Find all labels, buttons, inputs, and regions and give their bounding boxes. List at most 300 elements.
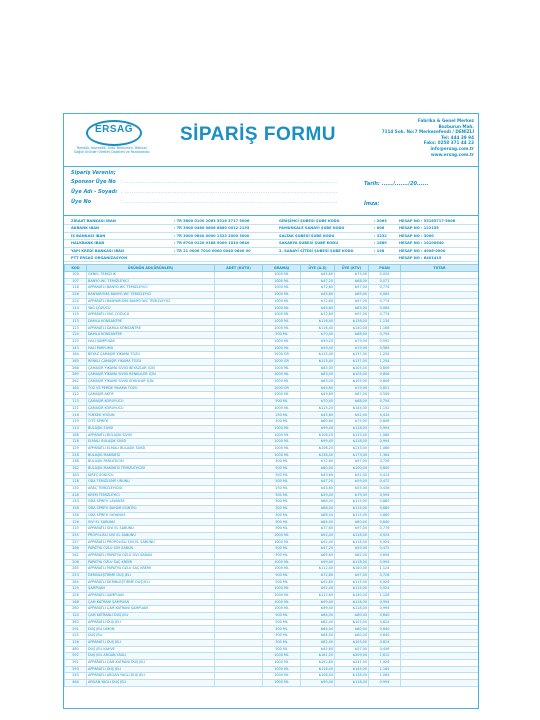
price-member: ₺161,20 (301, 653, 335, 660)
product-code: 130 (65, 486, 87, 493)
total-cell[interactable] (401, 666, 479, 673)
product-name: DAMLA KONSANTRE (87, 318, 215, 325)
quantity-cell[interactable] (215, 659, 263, 666)
quantity-cell[interactable] (215, 639, 263, 646)
sponsor-no-field[interactable] (71, 179, 371, 185)
weight-cell: 1000 ML (263, 405, 301, 412)
quantity-cell[interactable] (215, 312, 263, 319)
price-member: ₺106,20 (301, 432, 335, 439)
price-retail: ₺105,00 (335, 379, 369, 386)
price-member: ₺64,00 (301, 613, 335, 620)
points-cell: 1,254 (369, 352, 401, 359)
table-row (65, 492, 479, 499)
quantity-cell[interactable] (215, 345, 263, 352)
product-code: 257 (65, 539, 87, 546)
quantity-cell[interactable] (215, 412, 263, 419)
points-cell: 0,880 (369, 506, 401, 513)
bank-branch: GİRİŞİMCİ ŞUBESİ ŞUBE KODU (279, 219, 340, 223)
total-cell[interactable] (401, 385, 479, 392)
bank-iban: : TR 5800 0100 2063 5516 5717 5006 (174, 219, 250, 223)
total-cell[interactable] (401, 619, 479, 626)
product-name: PAPATYA ÖZLÜ SAÇ KREMİ (87, 559, 215, 566)
quantity-cell[interactable] (215, 419, 263, 426)
total-cell[interactable] (401, 338, 479, 345)
quantity-cell[interactable] (215, 372, 263, 379)
price-member: ₺82,40 (301, 639, 335, 646)
contact-line: Tel: 444 39 94 (440, 134, 474, 140)
points-cell: 0,880 (369, 499, 401, 506)
product-code: 126 (65, 639, 87, 646)
total-cell[interactable] (401, 305, 479, 312)
total-cell[interactable] (401, 633, 479, 640)
product-code: 263 (65, 619, 87, 626)
product-name: APPARATLI SIVI EL SABUNU (87, 526, 215, 533)
quantity-cell[interactable] (215, 559, 263, 566)
quantity-cell[interactable] (215, 519, 263, 526)
total-cell[interactable] (401, 532, 479, 539)
table-row (65, 666, 479, 673)
total-cell[interactable] (401, 512, 479, 519)
quantity-cell[interactable] (215, 318, 263, 325)
points-cell: 0,656 (369, 552, 401, 559)
price-retail: ₺118,00 (335, 532, 369, 539)
bank-branch: SALTAK ŞUBESİ ŞUBE KODU (279, 233, 335, 238)
price-retail: ₺241,00 (335, 659, 369, 666)
product-name: PAPATYA ÖZLÜ SIVI SABUN (87, 546, 215, 553)
product-code: 118 (65, 285, 87, 292)
total-cell[interactable] (401, 405, 479, 412)
company-logo (72, 120, 152, 164)
total-cell[interactable] (401, 459, 479, 466)
price-member: ₺45,60 (301, 646, 335, 653)
member-no-field[interactable] (71, 199, 371, 205)
weight-cell: 1000 ML (263, 372, 301, 379)
points-cell: 0,594 (369, 492, 401, 499)
total-cell[interactable] (401, 599, 479, 606)
total-cell[interactable] (401, 586, 479, 593)
table-row (65, 479, 479, 486)
price-retail: ₺88,00 (335, 399, 369, 406)
points-cell: 0,071 (369, 278, 401, 285)
quantity-cell[interactable] (215, 586, 263, 593)
weight-cell: 1000 GR (263, 352, 301, 359)
bank-bank: AKBANK IBAN (71, 226, 99, 231)
price-retail: ₺118,00 (335, 539, 369, 546)
quantity-cell[interactable] (215, 358, 263, 365)
quantity-cell[interactable] (215, 572, 263, 579)
quantity-cell[interactable] (215, 633, 263, 640)
total-cell[interactable] (401, 519, 479, 526)
price-member: ₺192,80 (301, 659, 335, 666)
quantity-cell[interactable] (215, 486, 263, 493)
total-cell[interactable] (401, 579, 479, 586)
quantity-cell[interactable] (215, 425, 263, 432)
points-cell: 0,640 (369, 613, 401, 620)
product-name: APPARATLI ARGAN YAĞLI DUŞ JELİ (87, 673, 215, 680)
product-code: 206 (65, 559, 87, 566)
quantity-cell[interactable] (215, 272, 263, 279)
contact-line: Bozburun Mah. (438, 123, 474, 129)
member-name-field[interactable] (71, 189, 371, 195)
points-cell: 1,134 (369, 318, 401, 325)
quantity-cell[interactable] (215, 405, 263, 412)
price-member: ₺45,60 (301, 292, 335, 299)
bank-row (64, 218, 478, 225)
weight-cell: 500 ML (263, 526, 301, 533)
total-cell[interactable] (401, 653, 479, 660)
price-member: ₺115,40 (301, 352, 335, 359)
price-member: ₺99,40 (301, 599, 335, 606)
sponsor-no-label: Sponsor Üye No (71, 179, 116, 185)
table-row (65, 599, 479, 606)
quantity-cell[interactable] (215, 392, 263, 399)
price-retail: ₺80,00 (335, 519, 369, 526)
contact-line: www.ersag.com.tr (430, 151, 474, 157)
total-cell[interactable] (401, 566, 479, 573)
quantity-cell[interactable] (215, 338, 263, 345)
total-cell[interactable] (401, 278, 479, 285)
table-header-row (65, 265, 479, 272)
bank-row (64, 248, 478, 255)
table-row (65, 325, 479, 332)
points-cell: 0,651 (369, 385, 401, 392)
total-cell[interactable] (401, 479, 479, 486)
price-retail: ₺118,00 (335, 559, 369, 566)
total-cell[interactable] (401, 639, 479, 646)
product-name: TOZ VE PERDE YIKAMA TOZU (87, 385, 215, 392)
member-no-line: : ....................................................................................................................... (121, 199, 338, 205)
quantity-cell[interactable] (215, 332, 263, 339)
table-row (65, 419, 479, 426)
weight-cell: 1000 ML (263, 425, 301, 432)
total-cell[interactable] (401, 358, 479, 365)
table-row (65, 613, 479, 620)
bank-iban: : TR 3000 0640 0000 1323 2000 3000 (174, 233, 250, 238)
points-cell: 0,608 (369, 419, 401, 426)
quantity-cell[interactable] (215, 613, 263, 620)
total-cell[interactable] (401, 325, 479, 332)
price-retail: ₺138,00 (335, 318, 369, 325)
total-cell[interactable] (401, 486, 479, 493)
product-name: APPARATLI DUŞ JELİ (87, 619, 215, 626)
total-cell[interactable] (401, 445, 479, 452)
total-cell[interactable] (401, 372, 479, 379)
quantity-cell[interactable] (215, 526, 263, 533)
price-retail: ₺100,00 (335, 465, 369, 472)
price-retail: ₺52,00 (335, 412, 369, 419)
quantity-cell[interactable] (215, 479, 263, 486)
quantity-cell[interactable] (215, 325, 263, 332)
price-retail: ₺140,00 (335, 325, 369, 332)
total-cell[interactable] (401, 272, 479, 279)
total-cell[interactable] (401, 499, 479, 506)
total-cell[interactable] (401, 472, 479, 479)
table-row (65, 332, 479, 339)
total-cell[interactable] (401, 379, 479, 386)
bank-bank: YAPI KREDİ BANKASI IBAN (71, 248, 124, 253)
table-row (65, 392, 479, 399)
quantity-cell[interactable] (215, 492, 263, 499)
total-cell[interactable] (401, 539, 479, 546)
product-name: APPARATLI PROPOLİSLİ SIVI EL SABUNU (87, 539, 215, 546)
total-cell[interactable] (401, 572, 479, 579)
quantity-cell[interactable] (215, 292, 263, 299)
total-cell[interactable] (401, 318, 479, 325)
table-row (65, 445, 479, 452)
member-name-label: Üye Adı - Soyadı (71, 189, 117, 195)
quantity-cell[interactable] (215, 506, 263, 513)
points-cell: 0,994 (369, 679, 401, 686)
quantity-cell[interactable] (215, 465, 263, 472)
quantity-cell[interactable] (215, 532, 263, 539)
product-name: APPARATLI BULAŞIK SIVISI (87, 432, 215, 439)
table-row (65, 439, 479, 446)
product-name: ÇAMAŞIR YIKAMA SIVISI RENKLİLER İÇİN (87, 372, 215, 379)
points-cell: 0,994 (369, 559, 401, 566)
total-cell[interactable] (401, 492, 479, 499)
table-row (65, 425, 479, 432)
quantity-cell[interactable] (215, 365, 263, 372)
bank-acc: HESAP NO : 122155 (399, 226, 439, 231)
price-retail: ₺59,00 (335, 479, 369, 486)
total-cell[interactable] (401, 673, 479, 680)
quantity-cell[interactable] (215, 472, 263, 479)
price-retail: ₺140,00 (335, 593, 369, 600)
total-cell[interactable] (401, 506, 479, 513)
quantity-cell[interactable] (215, 606, 263, 613)
product-code: 165 (65, 358, 87, 365)
total-cell[interactable] (401, 419, 479, 426)
product-code: 119 (65, 419, 87, 426)
bank-branch: SAKARYA ŞUBESİ ŞUBE KODU (279, 241, 339, 246)
product-code: 261 (65, 552, 87, 559)
total-cell[interactable] (401, 432, 479, 439)
form-header (64, 114, 478, 167)
points-cell: 0,754 (369, 332, 401, 339)
price-member: ₺59,40 (301, 345, 335, 352)
table-row (65, 586, 479, 593)
total-cell[interactable] (401, 613, 479, 620)
table-row (65, 646, 479, 653)
total-cell[interactable] (401, 365, 479, 372)
product-code: 164 (65, 352, 87, 359)
total-cell[interactable] (401, 626, 479, 633)
price-retail: ₺87,00 (335, 392, 369, 399)
product-name: BEYAZ ÇAMAŞIR YIKAMA TOZU (87, 352, 215, 359)
price-retail: ₺97,00 (335, 285, 369, 292)
product-name: APPARATLI BANYAROMA BANYO-WC TEMİZLEYİCİ (87, 298, 215, 305)
product-code: 168 (65, 432, 87, 439)
quantity-cell[interactable] (215, 399, 263, 406)
total-cell[interactable] (401, 465, 479, 472)
quantity-cell[interactable] (215, 305, 263, 312)
product-code: 124 (65, 613, 87, 620)
quantity-cell[interactable] (215, 432, 263, 439)
total-cell[interactable] (401, 312, 479, 319)
product-name: ÇAMAŞIR AKTİF (87, 392, 215, 399)
company-contact (354, 118, 474, 157)
total-cell[interactable] (401, 439, 479, 446)
product-code: 464 (65, 679, 87, 686)
quantity-cell[interactable] (215, 646, 263, 653)
quantity-cell[interactable] (215, 679, 263, 686)
total-cell[interactable] (401, 285, 479, 292)
price-member: ₺92,40 (301, 586, 335, 593)
contact-line: info@ersag.com.tr (430, 145, 474, 151)
table-row (65, 305, 479, 312)
points-cell: 0,924 (369, 539, 401, 546)
table-row (65, 512, 479, 519)
bank-code: : 806 (374, 226, 385, 231)
weight-cell: 1000 ML (263, 338, 301, 345)
total-cell[interactable] (401, 606, 479, 613)
product-name: APPARATLI DUŞ JELİ (87, 639, 215, 646)
bank-bank: ZİRAAT BANKASI IBAN (71, 219, 116, 223)
points-cell: 0,592 (369, 338, 401, 345)
weight-cell: 1000 ML (263, 659, 301, 666)
product-code: 113 (65, 318, 87, 325)
weight-cell: 500 ML (263, 519, 301, 526)
quantity-cell[interactable] (215, 379, 263, 386)
total-cell[interactable] (401, 552, 479, 559)
price-retail: ₺105,00 (335, 372, 369, 379)
quantity-cell[interactable] (215, 566, 263, 573)
quantity-cell[interactable] (215, 593, 263, 600)
product-name: ODA SPREYİ BAHAR ESİNTİSİ (87, 506, 215, 513)
total-cell[interactable] (401, 352, 479, 359)
total-cell[interactable] (401, 593, 479, 600)
price-member: ₺47,20 (301, 546, 335, 553)
quantity-cell[interactable] (215, 385, 263, 392)
total-cell[interactable] (401, 646, 479, 653)
weight-cell: 500 ML (263, 546, 301, 553)
product-code: 266 (65, 546, 87, 553)
total-cell[interactable] (401, 546, 479, 553)
price-retail: ₺118,00 (335, 425, 369, 432)
quantity-cell[interactable] (215, 619, 263, 626)
table-row (65, 345, 479, 352)
quantity-cell[interactable] (215, 653, 263, 660)
table-row (65, 499, 479, 506)
quantity-cell[interactable] (215, 599, 263, 606)
weight-cell: 1000 ML (263, 379, 301, 386)
quantity-cell[interactable] (215, 298, 263, 305)
price-retail: ₺133,00 (335, 445, 369, 452)
total-cell[interactable] (401, 452, 479, 459)
price-retail: ₺80,00 (335, 633, 369, 640)
contact-line: Faks: 0258 371 44 22 (423, 140, 474, 146)
quantity-cell[interactable] (215, 552, 263, 559)
price-member: ₺116,40 (301, 325, 335, 332)
quantity-cell[interactable] (215, 673, 263, 680)
price-member: ₺115,20 (301, 405, 335, 412)
price-member: ₺72,60 (301, 312, 335, 319)
weight-cell: 1000 GR (263, 358, 301, 365)
quantity-cell[interactable] (215, 352, 263, 359)
product-name: ÇAMAŞIR YIKAMA SIVISI BEYAZLAR İÇİN (87, 365, 215, 372)
weight-cell: 1000 ML (263, 653, 301, 660)
product-code: 128 (65, 439, 87, 446)
product-code: 121 (65, 405, 87, 412)
quantity-cell[interactable] (215, 439, 263, 446)
quantity-cell[interactable] (215, 666, 263, 673)
total-cell[interactable] (401, 345, 479, 352)
product-code: 269 (65, 372, 87, 379)
total-cell[interactable] (401, 526, 479, 533)
total-cell[interactable] (401, 399, 479, 406)
weight-cell: 1000 ML (263, 679, 301, 686)
price-retail: ₺115,00 (335, 512, 369, 519)
quantity-cell[interactable] (215, 445, 263, 452)
price-retail: ₺88,00 (335, 278, 369, 285)
quantity-cell[interactable] (215, 499, 263, 506)
bank-bank: PTT ERSAĞ ORGANİZASYON (71, 255, 128, 260)
table-row (65, 626, 479, 633)
product-name: CİTE SPREYİ (87, 419, 215, 426)
total-cell[interactable] (401, 298, 479, 305)
product-code: 126 (65, 593, 87, 600)
logo-wordmark: ERSAĞ (94, 124, 134, 135)
table-row (65, 318, 479, 325)
quantity-cell[interactable] (215, 579, 263, 586)
product-name: APPARATLI ÇAM KATRANI ŞAMPUAN (87, 606, 215, 613)
product-code: 125 (65, 338, 87, 345)
product-name: ŞAMPUAN (87, 586, 215, 593)
bank-acc: HESAP NO : 10100640 (399, 241, 444, 246)
quantity-cell[interactable] (215, 459, 263, 466)
total-cell[interactable] (401, 559, 479, 566)
product-name: ÇAM KATRANLI DUŞ JELİ (87, 613, 215, 620)
table-row (65, 526, 479, 533)
weight-cell: 1000 ML (263, 539, 301, 546)
price-retail: ₺57,00 (335, 646, 369, 653)
product-name: APPARATLI ELMALI BULAŞIK SIVISI (87, 445, 215, 452)
quantity-cell[interactable] (215, 278, 263, 285)
price-member: ₺77,60 (301, 526, 335, 533)
total-cell[interactable] (401, 332, 479, 339)
product-name: ELMALI BULAŞIK SIVISI (87, 439, 215, 446)
points-cell: 0,726 (369, 459, 401, 466)
weight-cell: 300 ML (263, 506, 301, 513)
quantity-cell[interactable] (215, 285, 263, 292)
product-name: APPARATLI DERİNLEŞTİRME DUŞ JELİ (87, 579, 215, 586)
price-retail: ₺138,00 (335, 673, 369, 680)
product-name: DUŞ JELİ (87, 633, 215, 640)
product-code: 182 (65, 465, 87, 472)
total-cell[interactable] (401, 425, 479, 432)
total-cell[interactable] (401, 659, 479, 666)
signature-field[interactable]: İmza: (364, 201, 380, 207)
total-cell[interactable] (401, 392, 479, 399)
total-cell[interactable] (401, 412, 479, 419)
points-cell: 1,612 (369, 653, 401, 660)
total-cell[interactable] (401, 679, 479, 686)
quantity-cell[interactable] (215, 512, 263, 519)
price-retail: ₺103,00 (335, 639, 369, 646)
total-cell[interactable] (401, 292, 479, 299)
quantity-cell[interactable] (215, 626, 263, 633)
price-member: ₺99,40 (301, 606, 335, 613)
table-row (65, 472, 479, 479)
quantity-cell[interactable] (215, 539, 263, 546)
points-cell: 0,414 (369, 472, 401, 479)
date-field[interactable]: Tarih: ....../......./20...... (364, 181, 429, 187)
price-retail: ₺137,00 (335, 358, 369, 365)
product-name: ODA TEMİZLEME ÜRÜNÜ (87, 479, 215, 486)
product-code: 260 (65, 606, 87, 613)
quantity-cell[interactable] (215, 452, 263, 459)
quantity-cell[interactable] (215, 546, 263, 553)
